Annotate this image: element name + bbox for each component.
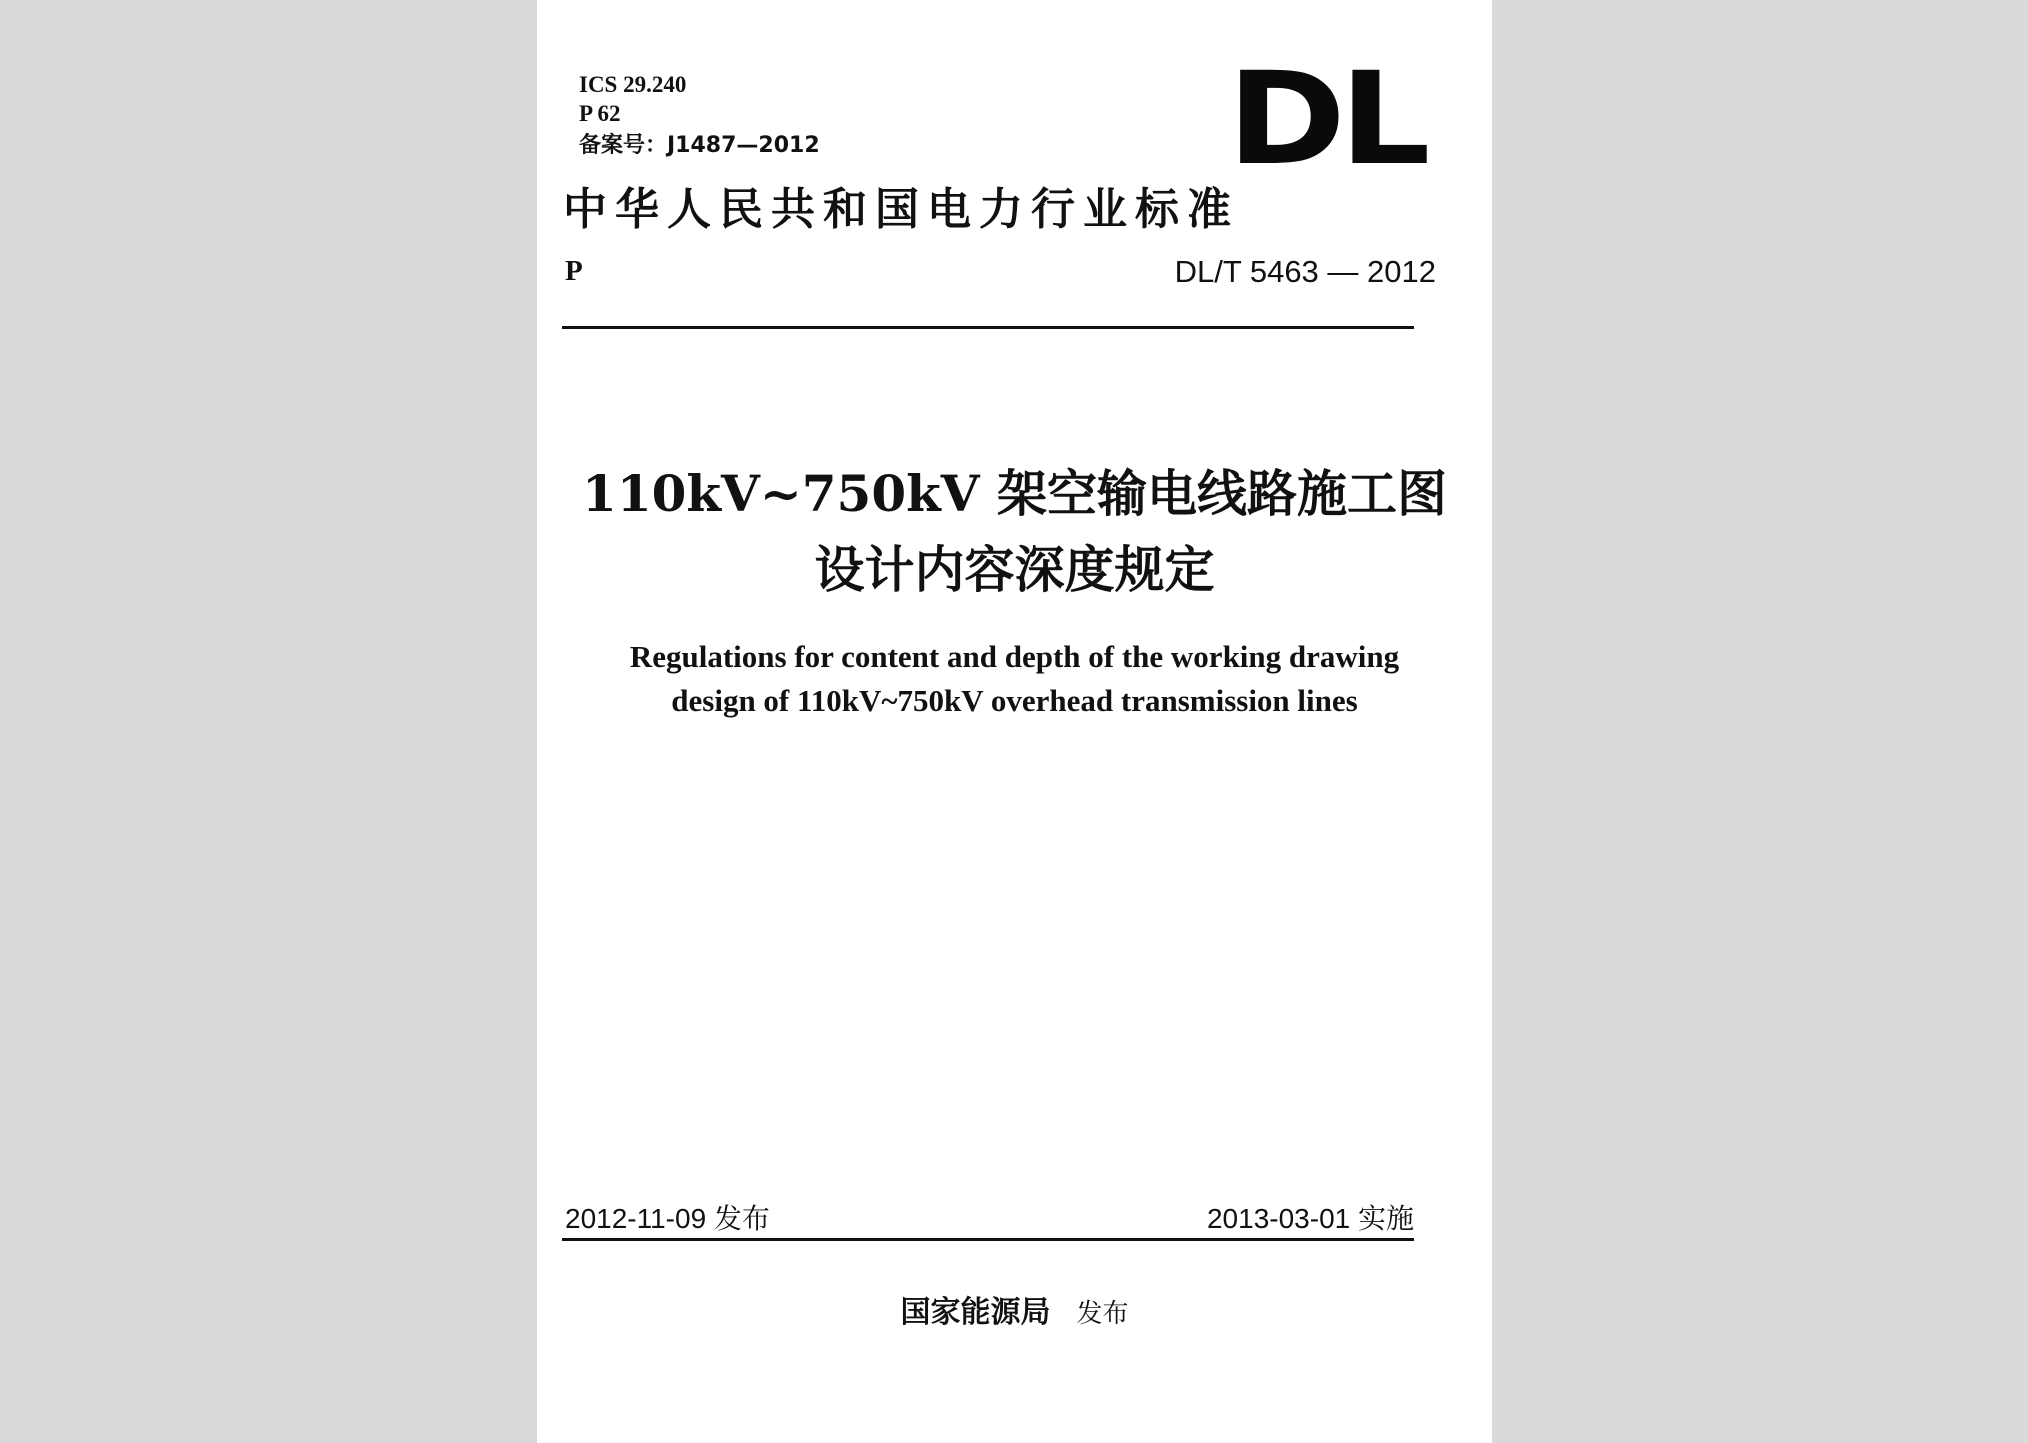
dl-logo: DL (1227, 45, 1424, 194)
issue-date: 2012-11-09 发布 (565, 1203, 770, 1234)
standard-category: 中华人民共和国电力行业标准 (563, 184, 1239, 235)
effective-date: 2013-03-01 实施 (1206, 1203, 1414, 1234)
standard-number: DL/T 5463 — 2012 (1174, 254, 1436, 289)
p-code: P 62 (579, 101, 621, 126)
classification-code: P (565, 255, 583, 287)
ics-code: ICS 29.240 (579, 72, 687, 97)
title-cn-line-2: 设计内容深度规定 (814, 540, 1215, 599)
record-number: 备案号：J1487—2012 (579, 133, 820, 158)
bottom-divider (562, 1238, 1414, 1241)
document-page (537, 0, 1492, 1443)
issuer-action: 发布 (1076, 1299, 1129, 1329)
top-divider (562, 326, 1414, 329)
issuer-line (537, 1287, 1492, 1331)
title-en-line-1: Regulations for content and depth of the working drawing (629, 639, 1400, 674)
title-cn-line-1: 110kV~750kV 架空输电线路施工图 (582, 464, 1447, 523)
issuer-name: 国家能源局 (900, 1295, 1051, 1330)
title-en-line-2: design of 110kV~750kV overhead transmission lines (671, 683, 1358, 718)
